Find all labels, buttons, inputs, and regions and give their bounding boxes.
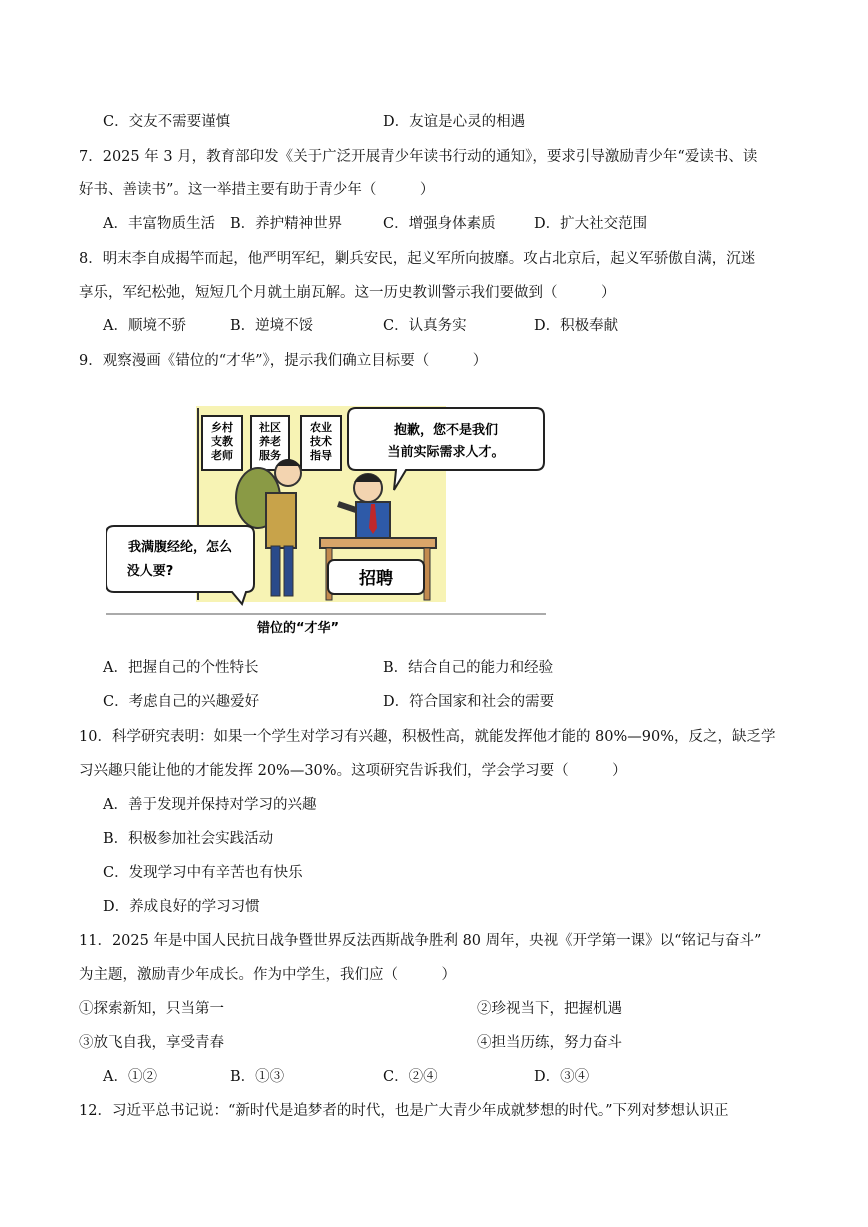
- q8-option-b: B．逆境不馁: [230, 318, 314, 334]
- q11-option-a: A．①②: [103, 1069, 157, 1085]
- q11-statement-2: ②珍视当下，把握机遇: [477, 1001, 622, 1017]
- cartoon-misplaced-talent: [106, 378, 546, 638]
- q6-option-d: D．友谊是心灵的相遇: [383, 114, 526, 130]
- q9-option-d: D．符合国家和社会的需要: [383, 694, 555, 710]
- q8-option-d: D．积极奉献: [534, 318, 619, 334]
- svg-text:养老: 养老: [259, 435, 281, 448]
- q9-option-c: C．考虑自己的兴趣爱好: [103, 694, 260, 710]
- svg-text:社区: 社区: [259, 421, 281, 434]
- q11-option-c: C．②④: [383, 1069, 438, 1085]
- q7-stem-line2: 好书、善读书”。这一举措主要有助于青少年（ ）: [79, 182, 435, 198]
- q11-stem-line1: 11．2025 年是中国人民抗日战争暨世界反法西斯战争胜利 80 周年，央视《开学第一课》以“铭记与奋斗”: [79, 933, 762, 949]
- svg-text:抱歉，您不是我们: 抱歉，您不是我们: [393, 423, 499, 438]
- sign-rural-teacher: [202, 416, 242, 470]
- q8-option-c: C．认真务实: [383, 318, 467, 334]
- q11-statement-3: ③放飞自我，享受青春: [79, 1035, 224, 1051]
- speech-bubble-job-seeker: [106, 526, 254, 604]
- q10-option-d: D．养成良好的学习习惯: [103, 899, 260, 915]
- q9-stem: 9．观察漫画《错位的“才华”》，提示我们确立目标要（ ）: [79, 353, 488, 369]
- q11-option-d: D．③④: [534, 1069, 590, 1085]
- q11-stem-line2: 为主题，激励青少年成长。作为中学生，我们应（ ）: [79, 967, 456, 983]
- q9-option-b: B．结合自己的能力和经验: [383, 660, 554, 676]
- q10-option-a: A．善于发现并保持对学习的兴趣: [103, 797, 317, 813]
- svg-text:技术: 技术: [310, 435, 332, 448]
- q8-stem-line1: 8．明末李自成揭竿而起，他严明军纪，剿兵安民，起义军所向披靡。攻占北京后，起义军骄傲自满，沉迷: [79, 251, 756, 267]
- q7-stem-line1: 7．2025 年 3 月，教育部印发《关于广泛开展青少年读书行动的通知》，要求引导激励青少年“爱读书、读: [79, 149, 758, 165]
- q6-option-c: C．交友不需要谨慎: [103, 114, 231, 130]
- svg-text:没人要?: 没人要?: [126, 564, 174, 579]
- desk-sign-label: 招聘: [359, 569, 393, 589]
- svg-text:我满腹经纶，怎么: 我满腹经纶，怎么: [127, 540, 233, 555]
- q10-stem-line2: 习兴趣只能让他的才能发挥 20%—30%。这项研究告诉我们，学会学习要（ ）: [79, 763, 627, 779]
- svg-text:乡村: 乡村: [211, 421, 233, 434]
- q9-option-a: A．把握自己的个性特长: [103, 660, 259, 676]
- svg-text:农业: 农业: [310, 421, 332, 434]
- svg-text:支教: 支教: [211, 435, 233, 448]
- q11-statement-4: ④担当历练，努力奋斗: [477, 1035, 622, 1051]
- cartoon-caption: 错位的“才华”: [256, 621, 340, 636]
- svg-text:老师: 老师: [211, 449, 233, 462]
- q7-option-a: A．丰富物质生活: [103, 216, 215, 232]
- svg-text:当前实际需求人才。: 当前实际需求人才。: [387, 445, 505, 460]
- q8-stem-line2: 享乐，军纪松弛，短短几个月就土崩瓦解。这一历史教训警示我们要做到（ ）: [79, 285, 616, 301]
- recruitment-desk: [320, 538, 436, 600]
- q7-option-b: B．养护精神世界: [230, 216, 343, 232]
- q7-option-c: C．增强身体素质: [383, 216, 496, 232]
- q10-option-c: C．发现学习中有辛苦也有快乐: [103, 865, 303, 881]
- q11-option-b: B．①③: [230, 1069, 285, 1085]
- q8-option-a: A．顺境不骄: [103, 318, 186, 334]
- q12-stem-line1: 12．习近平总书记说：“新时代是追梦者的时代，也是广大青少年成就梦想的时代。”下列对梦想认识正: [79, 1103, 729, 1119]
- q11-statement-1: ①探索新知，只当第一: [79, 1001, 224, 1017]
- svg-text:服务: 服务: [259, 449, 281, 462]
- svg-text:指导: 指导: [310, 449, 332, 462]
- q10-stem-line1: 10．科学研究表明：如果一个学生对学习有兴趣，积极性高，就能发挥他才能的 80%—90%，反之，缺乏学: [79, 729, 776, 745]
- q7-option-d: D．扩大社交范围: [534, 216, 648, 232]
- sign-agricultural-tech: [301, 416, 341, 470]
- q10-option-b: B．积极参加社会实践活动: [103, 831, 274, 847]
